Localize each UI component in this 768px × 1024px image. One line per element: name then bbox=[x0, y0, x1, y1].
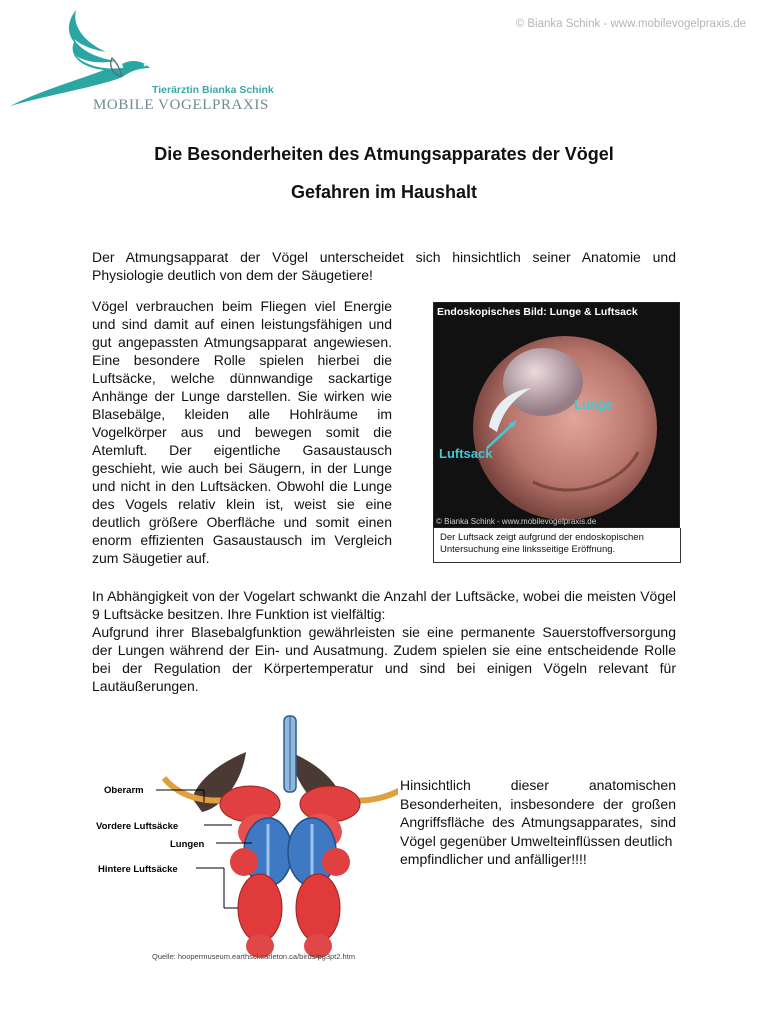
anatomy-diagram bbox=[92, 712, 398, 964]
label-lungen: Lungen bbox=[170, 839, 205, 850]
label-vordere-luftsaecke: Vordere Luftsäcke bbox=[96, 821, 179, 832]
closing-paragraph bbox=[400, 776, 676, 869]
endoscopy-copyright: © Bianka Schink - www.mobilevogelpraxis.de bbox=[436, 517, 597, 526]
label-lunge: Lunge bbox=[574, 397, 613, 412]
header-copyright: © Bianka Schink - www.mobilevogelpraxis.de bbox=[515, 18, 746, 30]
lungs-paragraph: Vögel verbrauchen beim Fliegen viel Energie und sind damit auf einen leistungsfähigen und gut angepassten Atmungsapparat angewiesen. Eine besondere Rolle spielen hierbei die Luftsäcke, welche dünnwandige sackartige Anhänge der Lunge darstellen. Sie wirken wie Blasebälge, kleiden alle Hohlräume im Vogelkörper aus und bewegen somit die Atemluft. Der eigentliche Gasaustausch geschieht, wie auch bei Säugern, in der Lunge und nicht in den Luftsäcken. Obwohl die Lunge des Vogels relativ klein ist, weist sie eine deutlich größere Oberfläche und somit einen enorm effizienten Gasaustausch im Vergleich zum Säugetier auf. bbox=[92, 298, 392, 566]
endoscopy-caption: Der Luftsack zeigt aufgrund der endoskopischen Untersuchung eine linksseitige Eröffnung. bbox=[433, 528, 681, 563]
label-luftsack: Luftsack bbox=[439, 446, 493, 461]
closing-paragraph-line-2: empfindlicher und anfälliger!!!! bbox=[400, 851, 587, 867]
bird-logo-icon bbox=[8, 6, 158, 110]
page-title: Die Besonderheiten des Atmungsapparates der Vögel bbox=[154, 144, 614, 164]
label-hintere-luftsaecke: Hintere Luftsäcke bbox=[98, 864, 178, 875]
diagram-source: Quelle: hoopermuseum.earthsci.carleton.ca/birds/pg3pt2.htm bbox=[152, 952, 356, 961]
brand-subtitle: Tierärztin Bianka Schink bbox=[152, 84, 274, 96]
airsacs-paragraph-line-2: Aufgrund ihrer Blasebalgfunktion gewährleisten sie eine permanente Sauerstoffversorgung der Lungen während der Ein- und Ausatmung. Zudem spielen sie eine entscheidende Rolle bei der Regulation der Körpertemperatur und sind bei einigen Vögeln relevant für Lautäußerungen. bbox=[92, 624, 676, 694]
endoscopy-title: Endoskopisches Bild: Lunge & Luftsack bbox=[437, 306, 638, 318]
brand-name: MOBILE VOGELPRAXIS bbox=[93, 97, 269, 113]
closing-paragraph-line-1: Hinsichtlich dieser anatomischen Besonderheiten, insbesondere der großen Angriffsfläche des Atmungsapparates, sind Vögel gegenüber Umwelteinflüssen deutlich bbox=[400, 777, 676, 849]
airsacs-paragraph-line-1: In Abhängigkeit von der Vogelart schwankt die Anzahl der Luftsäcke, wobei die meisten Vögel 9 Luftsäcke besitzen. Ihre Funktion ist vielfältig: bbox=[92, 588, 676, 622]
endoscopy-image bbox=[433, 302, 680, 528]
page-subtitle: Gefahren im Haushalt bbox=[290, 182, 478, 202]
intro-paragraph: Der Atmungsapparat der Vögel unterscheidet sich hinsichtlich seiner Anatomie und Physiologie deutlich von dem der Säugetiere! bbox=[92, 249, 676, 283]
label-oberarm: Oberarm bbox=[104, 785, 144, 796]
airsacs-paragraph bbox=[92, 587, 676, 695]
